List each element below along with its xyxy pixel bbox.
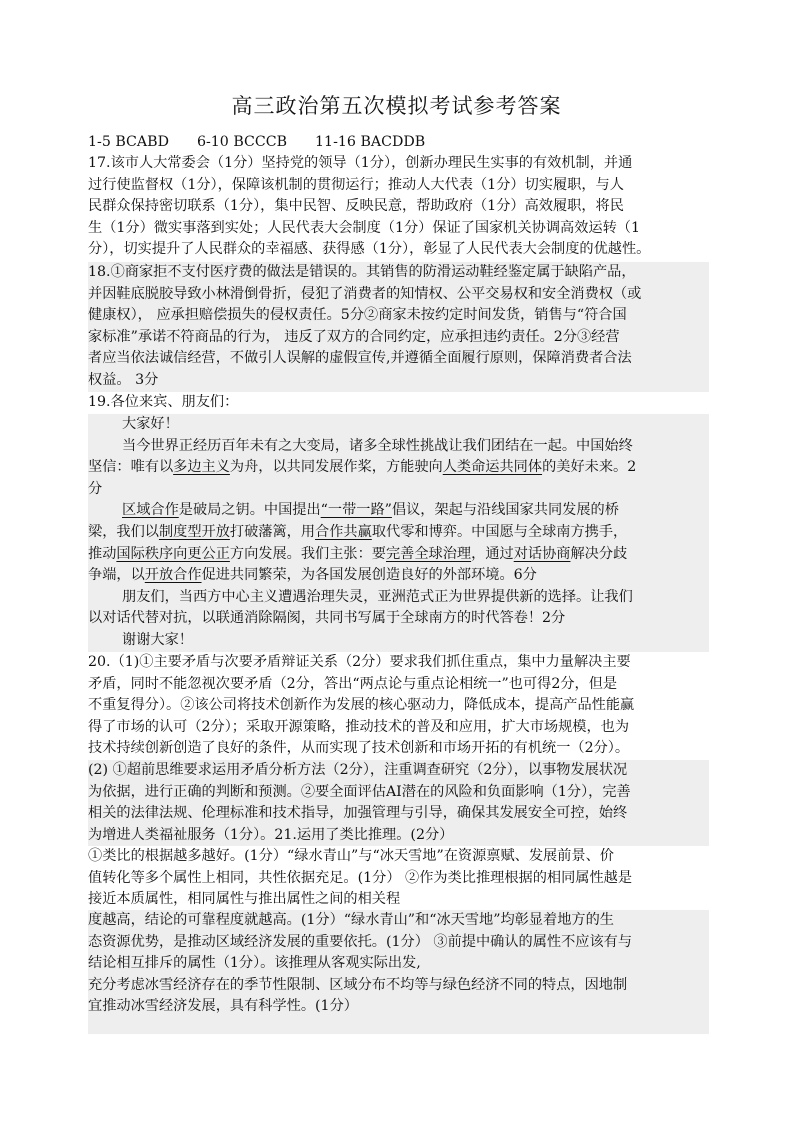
q17-line: 过行使监督权（1分），保障该机制的贯彻运行；推动人大代表（1分）切实履职，与人 [88, 176, 624, 193]
answer-q20-part1 [88, 652, 709, 760]
q20-line: 技术持续创新创造了良好的条件，从而实现了技术创新和市场开拓的有机统一（2分）。 [88, 740, 630, 757]
q20-line: 不重复得分）。②该公司将技术创新作为发展的核心驱动力，降低成本，提高产品性能赢 [88, 697, 635, 714]
answer-q20-part2 [88, 760, 709, 846]
choice-answers [88, 132, 709, 154]
keyword-win-win: 合作共赢 [315, 523, 372, 540]
q20-line: (2) ①超前思维要求运用矛盾分析方法（2分），注重调查研究（2分），以事物发展状况 [88, 762, 628, 778]
q21-line: 充分考虑冰雪经济存在的季节性限制、区域分布不均等与绿色经济不同的特点，因地制 [88, 976, 628, 993]
answers-1-5: 1-5 BCABD [88, 134, 169, 150]
keyword-institutional-opening: 制度型开放 [158, 523, 230, 540]
answer-q21-part2 [88, 910, 709, 1034]
keyword-multilateralism: 多边主义 [173, 459, 230, 476]
q21-line: 结论相互排斥的属性（1分）。该推理从客观实际出发, [88, 955, 421, 972]
q19-p2-line: 争端，以开放合作促进共同繁荣，为各国发展创造良好的外部环境。6分 [88, 567, 537, 584]
q21-line: 宜推动冰雪经济发展，具有科学性。(1分） [88, 998, 358, 1015]
keyword-global-governance: 完善全球治理 [385, 545, 472, 562]
answer-q18 [88, 262, 709, 392]
q19-closing: 谢谢大家！ [122, 631, 193, 648]
keyword-community-shared-future: 人类命运共同体 [442, 459, 543, 476]
q19-p2-line: 区域合作是破局之钥。中国提出“一带一路”倡议，架起与沿线国家共同发展的桥 [122, 502, 619, 519]
q20-line: 得了市场的认可（2分）；采取开源策略，推动技术的普及和应用，扩大市场规模，也为 [88, 718, 630, 735]
q18-line: 健康权）， 应承担赔偿损失的侵权责任。5分②商家未按约定时间发货，销售与“符合国 [88, 307, 627, 324]
answer-q17 [88, 153, 709, 261]
q20-line: 20.（1)①主要矛盾与次要矛盾辩证关系（2分）要求我们抓住重点，集中力量解决主要 [88, 654, 631, 670]
q17-line: 17.该市人大常委会（1分）坚持党的领导（1分），创新办理民生实事的有效机制，并通 [88, 155, 633, 171]
q19-p1-line: 当今世界正经历百年未有之大变局，诸多全球性挑战让我们团结在一起。中国始终 [122, 437, 633, 454]
q19-p2-line: 梁，我们以制度型开放打破藩篱，用合作共赢取代零和博弈。中国愿与全球南方携手， [88, 523, 628, 540]
keyword-regional-cooperation: 区域合作 [122, 502, 179, 519]
page-title: 高三政治第五次模拟考试参考答案 [231, 94, 562, 118]
q21-trailing-space [88, 1018, 709, 1034]
q19-p3-line: 以对话代替对抗，以联通消除隔阂，共同书写属于全球南方的时代答卷！2分 [88, 610, 566, 627]
q21-line: 接近本质属性，相同属性与推出属性之间的相关程 [88, 891, 401, 908]
q18-line: 权益。 3分 [88, 371, 159, 388]
q21-line: 值转化等多个属性上相同，共性依据充足。(1分） ②作为类比推理根据的相同属性越是 [88, 869, 633, 886]
q20-line: 为增进人类福祉服务（1分）。21.运用了类比推理。(2分） [88, 826, 454, 843]
answers-6-10: 6-10 BCCCB [196, 134, 288, 150]
q19-p3-line: 朋友们，当西方中心主义遭遇治理失灵，亚洲范式正为世界提供新的选择。让我们 [122, 588, 633, 605]
q20-line: 矛盾，同时不能忽视次要矛盾（2分，答出“两点论与重点论相统一”也可得2分，但是 [88, 675, 618, 692]
answer-q19-heading [88, 392, 709, 414]
answer-q19-speech [88, 414, 709, 652]
q21-line: ①类比的根据越多越好。(1分）“绿水青山”与“冰天雪地”在资源禀赋、发展前景、价 [88, 848, 614, 864]
answers-11-16: 11-16 BACDDB [315, 134, 426, 150]
q21-line: 态资源优势，是推动区域经济发展的重要依托。(1分） ③前提中确认的属性不应该有与 [88, 933, 633, 950]
q17-line: 民群众保持密切联系（1分），集中民智、反映民意，帮助政府（1分）高效履职，将民 [88, 198, 624, 215]
q17-line: 分），切实提升了人民群众的幸福感、获得感（1分），彰显了人民代表大会制度的优越性。 [88, 241, 651, 258]
q19-greeting: 大家好！ [122, 416, 179, 432]
q19-p1-line: 坚信：唯有以多边主义为舟，以共同发展作桨，方能驶向人类命运共同体的美好未来。2 [88, 459, 637, 476]
q18-line: 18.①商家拒不支付医疗费的做法是错误的。其销售的防滑运动鞋经鉴定属于缺陷产品， [88, 264, 636, 280]
q20-line: 为依据，进行正确的判断和预测。②要全面评估AI潜在的风险和负面影响（1分），完善 [88, 783, 631, 800]
q20-line: 相关的法律法规、伦理标准和技术指导，加强管理与引导，确保其发展安全可控，始终 [88, 805, 628, 822]
q17-line: 生（1分）微实事落到实处；人民代表大会制度（1分）保证了国家机关协调高效运转（1 [88, 219, 641, 236]
keyword-open-cooperation: 开放合作 [144, 567, 202, 584]
q18-line: 者应当依法诚信经营，不做引人误解的虚假宣传,并遵循全面履行原则，保障消费者合法 [88, 350, 632, 367]
q18-line: 并因鞋底脱胶导致小林滑倒骨折，侵犯了消费者的知情权、公平交易权和安全消费权（或 [88, 285, 642, 302]
answer-q21-part1 [88, 846, 709, 911]
q19-p1-line: 分 [88, 480, 103, 497]
keyword-belt-and-road: “一带一路” [320, 502, 392, 519]
q21-line: 度越高，结论的可靠程度就越高。(1分）“绿水青山”和“冰天雪地”均彰显着地方的生 [88, 912, 614, 928]
keyword-dialogue-consultation: 对话协商 [513, 545, 571, 562]
q18-line: 家标准”承诺不符商品的行为， 违反了双方的合同约定，应承担违约责任。2分③经营 [88, 328, 620, 345]
q19-heading: 19.各位来宾、朋友们： [88, 394, 239, 410]
q19-p2-line: 推动国际秩序向更公正方向发展。我们主张：要完善全球治理，通过对话协商解决分歧 [88, 545, 628, 562]
keyword-fair-international-order: 国际秩序向更公正 [116, 545, 230, 562]
